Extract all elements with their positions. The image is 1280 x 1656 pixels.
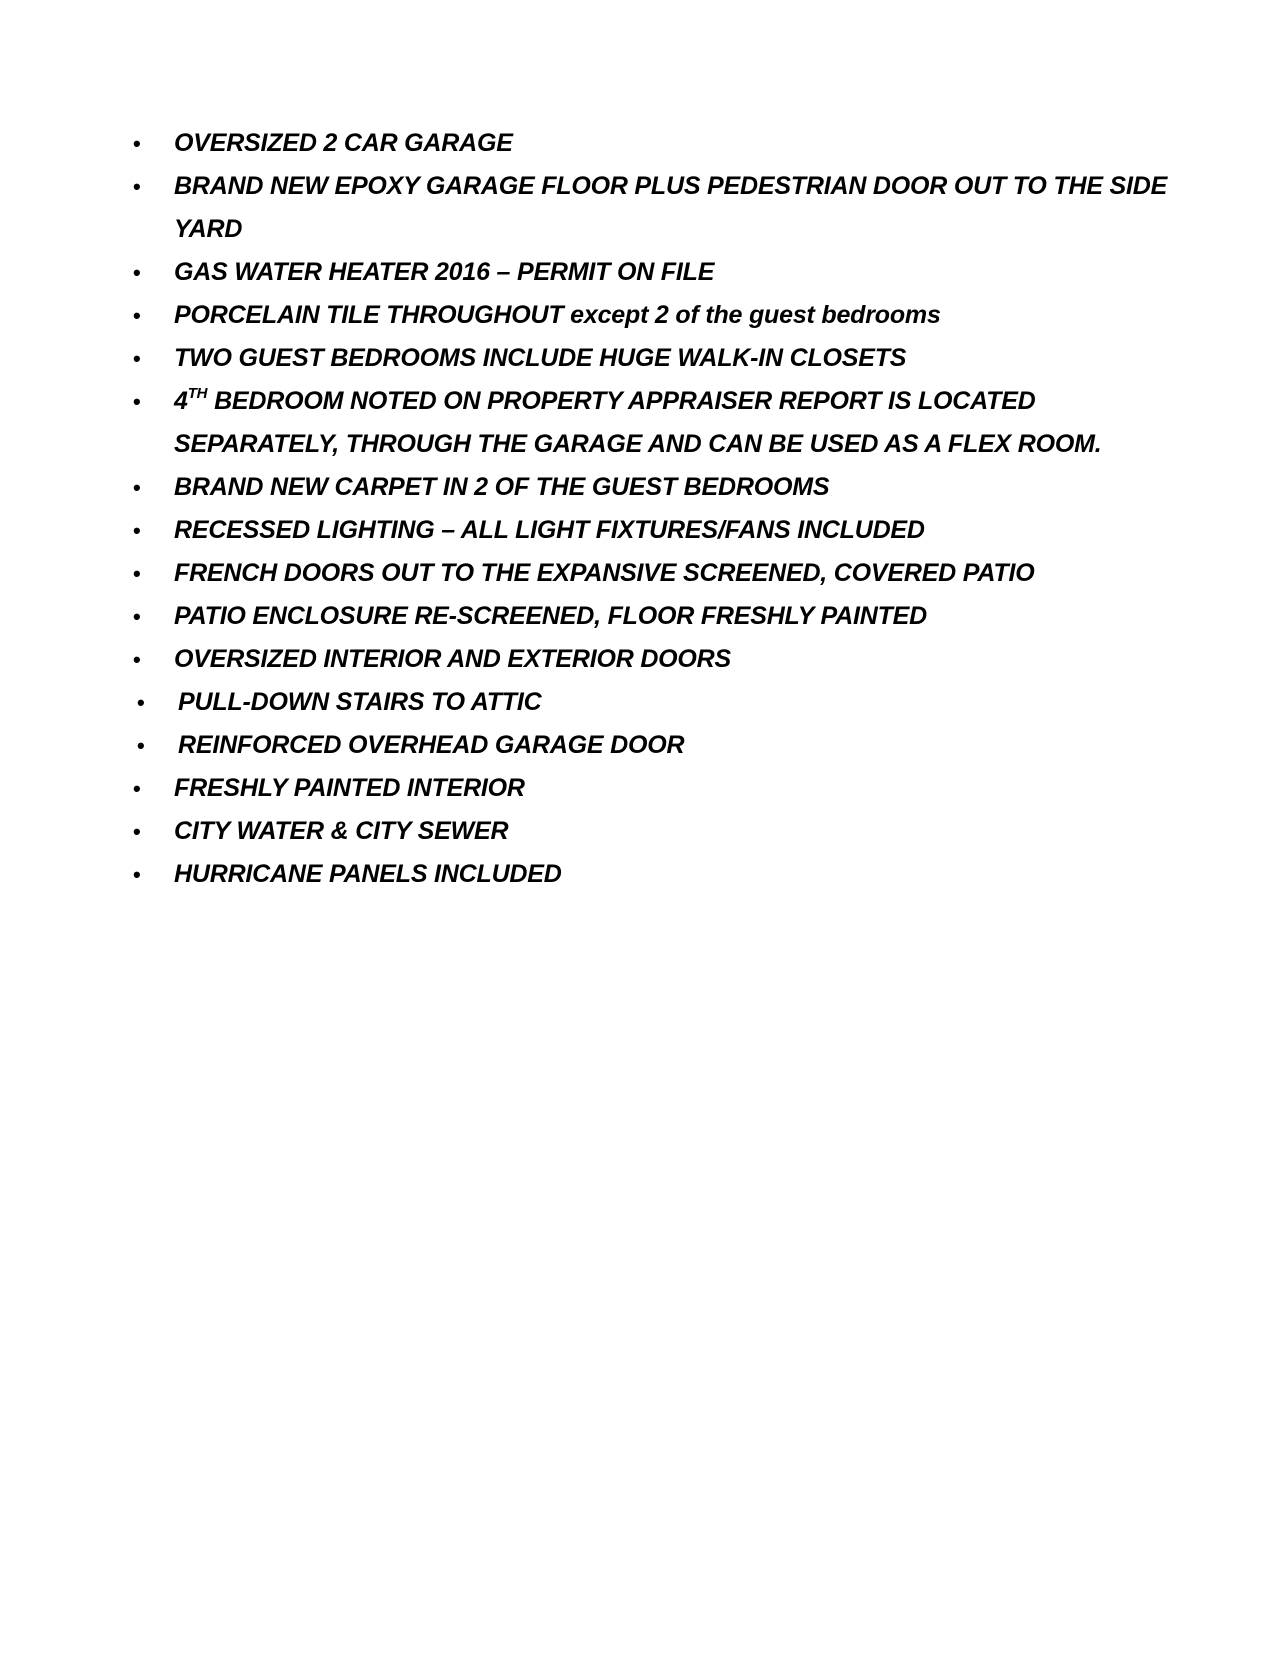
feature-text-continued: SEPARATELY, THROUGH THE GARAGE AND CAN BE USED AS A FLEX ROOM. (174, 430, 1102, 458)
bullet-icon: • (133, 862, 141, 887)
feature-text: BRAND NEW EPOXY GARAGE FLOOR PLUS PEDESTRIAN DOOR OUT TO THE SIDE (174, 172, 1168, 200)
feature-text: OVERSIZED 2 CAR GARAGE (174, 129, 513, 157)
bullet-icon: • (133, 303, 141, 328)
feature-text: TWO GUEST BEDROOMS INCLUDE HUGE WALK-IN CLOSETS (174, 344, 907, 372)
feature-item-walk-in-closets (0, 337, 1280, 380)
feature-text (174, 380, 1200, 423)
feature-item-new-carpet (0, 466, 1280, 509)
feature-text: FRENCH DOORS OUT TO THE EXPANSIVE SCREENED, COVERED PATIO (174, 559, 1035, 587)
bullet-icon: • (133, 346, 141, 371)
feature-item-painted-interior (0, 767, 1280, 810)
feature-item-oversized-garage (0, 122, 1280, 165)
bullet-icon: • (133, 174, 141, 199)
feature-text: PATIO ENCLOSURE RE-SCREENED, FLOOR FRESHLY PAINTED (174, 602, 928, 630)
feature-list (0, 122, 1280, 896)
feature-item-french-doors (0, 552, 1280, 595)
bullet-icon: • (133, 389, 141, 414)
feature-text: REINFORCED OVERHEAD GARAGE DOOR (178, 731, 685, 759)
ordinal-number: 4 (174, 387, 188, 415)
feature-text: CITY WATER & CITY SEWER (174, 817, 509, 845)
bullet-icon: • (137, 690, 145, 715)
bullet-icon: • (133, 819, 141, 844)
bullet-icon: • (133, 518, 141, 543)
feature-item-patio-enclosure (0, 595, 1280, 638)
bullet-icon: • (133, 647, 141, 672)
feature-item-attic-stairs (0, 681, 1280, 724)
feature-text-rest: BEDROOM NOTED ON PROPERTY APPRAISER REPORT IS LOCATED (207, 387, 1036, 415)
bullet-icon: • (133, 260, 141, 285)
feature-text: GAS WATER HEATER 2016 – PERMIT ON FILE (174, 258, 715, 286)
bullet-icon: • (137, 733, 145, 758)
feature-item-epoxy-floor (0, 165, 1280, 251)
feature-text: PORCELAIN TILE THROUGHOUT except 2 of the guest bedrooms (174, 301, 941, 329)
bullet-icon: • (133, 475, 141, 500)
bullet-icon: • (133, 131, 141, 156)
feature-item-fourth-bedroom (0, 380, 1280, 466)
ordinal-suffix: TH (187, 384, 208, 402)
feature-item-porcelain-tile (0, 294, 1280, 337)
feature-item-hurricane-panels (0, 853, 1280, 896)
feature-item-city-water-sewer (0, 810, 1280, 853)
feature-text: FRESHLY PAINTED INTERIOR (174, 774, 525, 802)
feature-text-continued: YARD (174, 215, 243, 243)
feature-text: PULL-DOWN STAIRS TO ATTIC (178, 688, 542, 716)
feature-text: RECESSED LIGHTING – ALL LIGHT FIXTURES/FANS INCLUDED (174, 516, 925, 544)
bullet-icon: • (133, 561, 141, 586)
feature-text: OVERSIZED INTERIOR AND EXTERIOR DOORS (174, 645, 732, 673)
feature-text: BRAND NEW CARPET IN 2 OF THE GUEST BEDROOMS (174, 473, 830, 501)
feature-item-garage-door (0, 724, 1280, 767)
feature-text: HURRICANE PANELS INCLUDED (174, 860, 562, 888)
feature-item-recessed-lighting (0, 509, 1280, 552)
feature-item-water-heater (0, 251, 1280, 294)
feature-item-oversized-doors (0, 638, 1280, 681)
bullet-icon: • (133, 776, 141, 801)
bullet-icon: • (133, 604, 141, 629)
